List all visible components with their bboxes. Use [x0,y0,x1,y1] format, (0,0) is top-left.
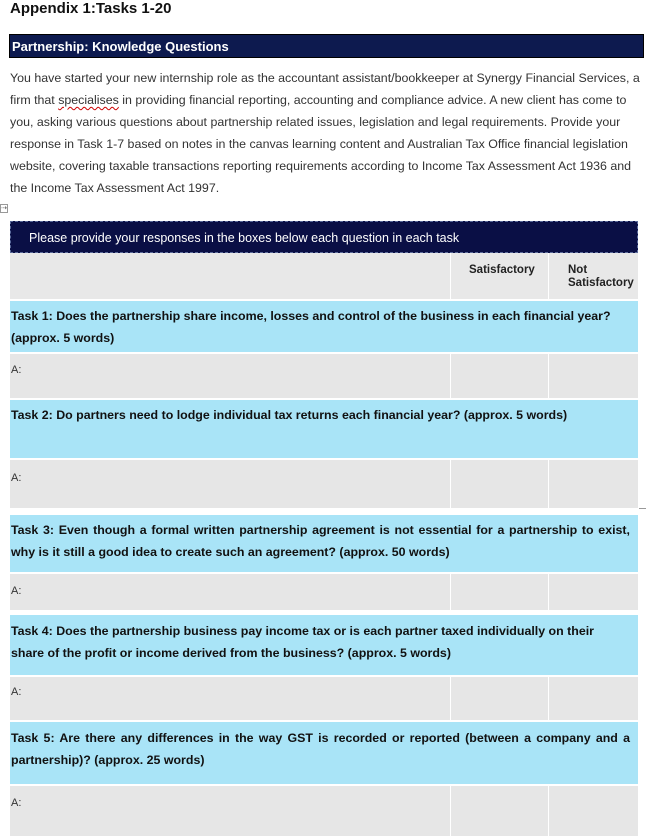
intro-text-start: You have started your new internship role as the accountant assistant/bookkeeper at Synergy Financial Services, a firm that [10,71,640,107]
satisfactory-column-header: Satisfactory [469,264,535,276]
task-1-question: Task 1: Does the partnership share income, losses and control of the business in each financial year? (approx. 5 words) [10,301,638,352]
task-1-answer-row[interactable] [10,354,638,398]
task-2-question: Task 2: Do partners need to lodge individual tax returns each financial year? (approx. 5 words) [10,400,638,458]
not-satisfactory-column-header: Not Satisfactory [568,264,634,289]
answer-label: A: [11,585,22,597]
answer-label: A: [11,472,22,484]
task-4-question: Task 4: Does the partnership business pay income tax or is each partner taxed individually on their share of the profit or income derived from the business? (approx. 5 words) [10,615,638,675]
answer-label: A: [11,686,22,698]
margin-mark [639,508,646,509]
task-3-answer-row[interactable] [10,574,638,610]
instruction-bar: Please provide your responses in the boxes below each question in each task [10,221,638,253]
answer-label: A: [11,797,22,809]
task-3-question: Task 3: Even though a formal written partnership agreement is not essential for a partnership to exist, why is it still a good idea to create such an agreement? (approx. 50 words) [10,515,638,572]
task-2-answer-row[interactable] [10,460,638,508]
answer-label: A: [11,364,22,376]
intro-text-end: in providing financial reporting, accounting and compliance advice. A new client has come to you, asking various questions about partnership related issues, legislation and legal requirements. Provide your response in Task 1-7 based on notes in the canvas learning content and Australian Tax Office financial legislation website, covering taxable transactions reporting requirements according to Income Tax Assessment Act 1936 and the Income Tax Assessment Act 1997. [10,93,632,195]
intro-paragraph [10,67,640,199]
task-5-answer-row[interactable] [10,786,638,836]
table-header-row [10,253,638,299]
page-heading: Appendix 1:Tasks 1-20 [10,0,172,17]
task-4-answer-row[interactable] [10,677,638,720]
section-banner: Partnership: Knowledge Questions [9,34,644,58]
spellcheck-flagged-word[interactable]: specialises [58,93,119,107]
table-move-handle-icon[interactable]: ⇢ [1,205,7,212]
task-5-question: Task 5: Are there any differences in the way GST is recorded or reported (between a company and a partnership)? (approx. 25 words) [10,722,638,784]
